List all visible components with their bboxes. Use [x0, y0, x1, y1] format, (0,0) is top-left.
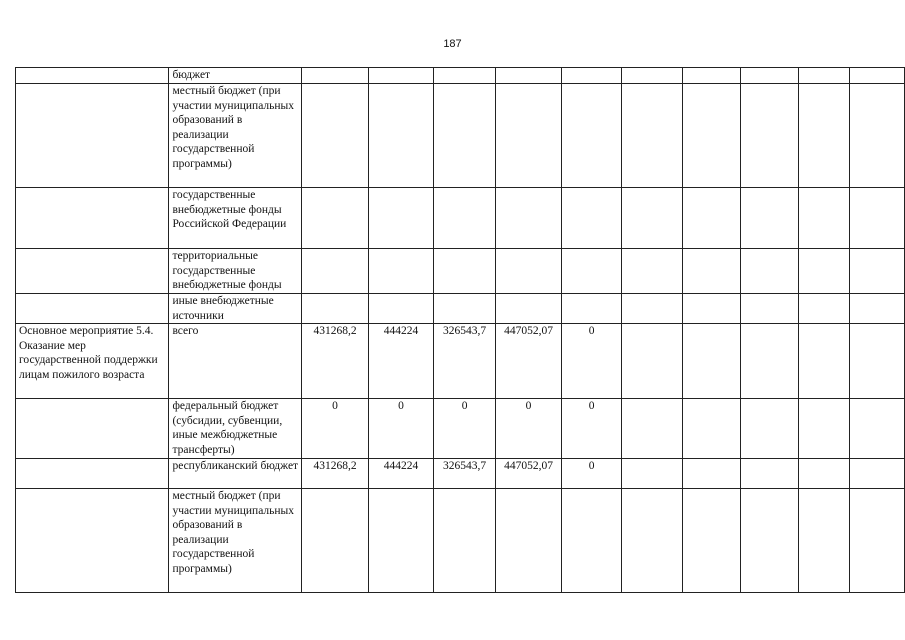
value-cell [622, 324, 683, 399]
value-cell [622, 294, 683, 324]
value-cell [799, 294, 850, 324]
value-cell [799, 459, 850, 489]
value-cell [434, 84, 496, 188]
value-cell [302, 249, 368, 294]
value-cell [799, 188, 850, 249]
measure-cell [16, 459, 169, 489]
value-cell [622, 188, 683, 249]
funding-source-cell: местный бюджет (при участии муниципальных образований в реализации государственной программы) [169, 84, 302, 188]
value-cell [302, 84, 368, 188]
value-cell [302, 489, 368, 593]
value-cell [368, 188, 434, 249]
value-cell [368, 489, 434, 593]
value-cell [622, 68, 683, 84]
measure-cell [16, 249, 169, 294]
value-cell: 447052,07 [496, 324, 562, 399]
funding-source-cell: всего [169, 324, 302, 399]
value-cell: 444224 [368, 459, 434, 489]
value-cell [682, 459, 741, 489]
value-cell: 326543,7 [434, 459, 496, 489]
value-cell [561, 294, 621, 324]
value-cell [799, 84, 850, 188]
value-cell [849, 399, 904, 459]
value-cell [434, 249, 496, 294]
value-cell [799, 324, 850, 399]
value-cell [849, 324, 904, 399]
value-cell: 431268,2 [302, 459, 368, 489]
value-cell [682, 294, 741, 324]
value-cell [622, 489, 683, 593]
table-row [16, 489, 905, 593]
value-cell [434, 188, 496, 249]
funding-source-cell: республиканский бюджет [169, 459, 302, 489]
table-row [16, 294, 905, 324]
budget-table [15, 67, 905, 593]
funding-source-cell: территориальные государственные внебюджетные фонды [169, 249, 302, 294]
value-cell [682, 399, 741, 459]
table-row [16, 459, 905, 489]
value-cell: 326543,7 [434, 324, 496, 399]
value-cell [682, 188, 741, 249]
value-cell [561, 84, 621, 188]
value-cell [622, 459, 683, 489]
value-cell [741, 294, 799, 324]
value-cell [849, 84, 904, 188]
value-cell [561, 188, 621, 249]
measure-cell [16, 188, 169, 249]
value-cell: 447052,07 [496, 459, 562, 489]
value-cell: 0 [302, 399, 368, 459]
value-cell: 0 [368, 399, 434, 459]
value-cell [368, 294, 434, 324]
value-cell [496, 68, 562, 84]
measure-cell [16, 489, 169, 593]
value-cell [849, 68, 904, 84]
value-cell [622, 399, 683, 459]
value-cell [496, 489, 562, 593]
value-cell: 0 [496, 399, 562, 459]
table-row [16, 68, 905, 84]
table-row [16, 84, 905, 188]
value-cell [849, 459, 904, 489]
measure-cell [16, 399, 169, 459]
value-cell: 0 [561, 399, 621, 459]
value-cell [741, 459, 799, 489]
value-cell [434, 68, 496, 84]
measure-cell [16, 294, 169, 324]
value-cell: 0 [561, 324, 621, 399]
value-cell [682, 324, 741, 399]
value-cell: 0 [561, 459, 621, 489]
value-cell: 0 [434, 399, 496, 459]
value-cell [741, 399, 799, 459]
value-cell [849, 489, 904, 593]
value-cell [434, 294, 496, 324]
value-cell [741, 249, 799, 294]
value-cell [799, 68, 850, 84]
value-cell [741, 324, 799, 399]
value-cell [799, 399, 850, 459]
page-number: 187 [443, 38, 462, 50]
value-cell [741, 188, 799, 249]
value-cell: 431268,2 [302, 324, 368, 399]
value-cell [682, 84, 741, 188]
value-cell [368, 84, 434, 188]
measure-cell: Основное мероприятие 5.4. Оказание мер государственной поддержки лицам пожилого возраста [16, 324, 169, 399]
value-cell [622, 249, 683, 294]
value-cell [741, 84, 799, 188]
table-row [16, 324, 905, 399]
value-cell [682, 68, 741, 84]
value-cell [302, 68, 368, 84]
funding-source-cell: федеральный бюджет (субсидии, субвенции, иные межбюджетные трансферты) [169, 399, 302, 459]
value-cell [368, 249, 434, 294]
funding-source-cell: бюджет [169, 68, 302, 84]
value-cell [496, 84, 562, 188]
value-cell [849, 294, 904, 324]
table-row [16, 188, 905, 249]
measure-cell [16, 68, 169, 84]
funding-source-cell: иные внебюджетные источники [169, 294, 302, 324]
value-cell [849, 188, 904, 249]
value-cell [682, 249, 741, 294]
value-cell [849, 249, 904, 294]
value-cell [741, 489, 799, 593]
table-row [16, 399, 905, 459]
value-cell [434, 489, 496, 593]
value-cell [496, 294, 562, 324]
value-cell [682, 489, 741, 593]
funding-source-cell: государственные внебюджетные фонды Российской Федерации [169, 188, 302, 249]
value-cell [368, 68, 434, 84]
value-cell [799, 249, 850, 294]
value-cell [799, 489, 850, 593]
value-cell [741, 68, 799, 84]
value-cell [622, 84, 683, 188]
value-cell [496, 249, 562, 294]
funding-source-cell: местный бюджет (при участии муниципальных образований в реализации государственной программы) [169, 489, 302, 593]
value-cell [561, 68, 621, 84]
value-cell [302, 188, 368, 249]
value-cell: 444224 [368, 324, 434, 399]
table-row [16, 249, 905, 294]
value-cell [302, 294, 368, 324]
value-cell [496, 188, 562, 249]
value-cell [561, 249, 621, 294]
value-cell [561, 489, 621, 593]
measure-cell [16, 84, 169, 188]
